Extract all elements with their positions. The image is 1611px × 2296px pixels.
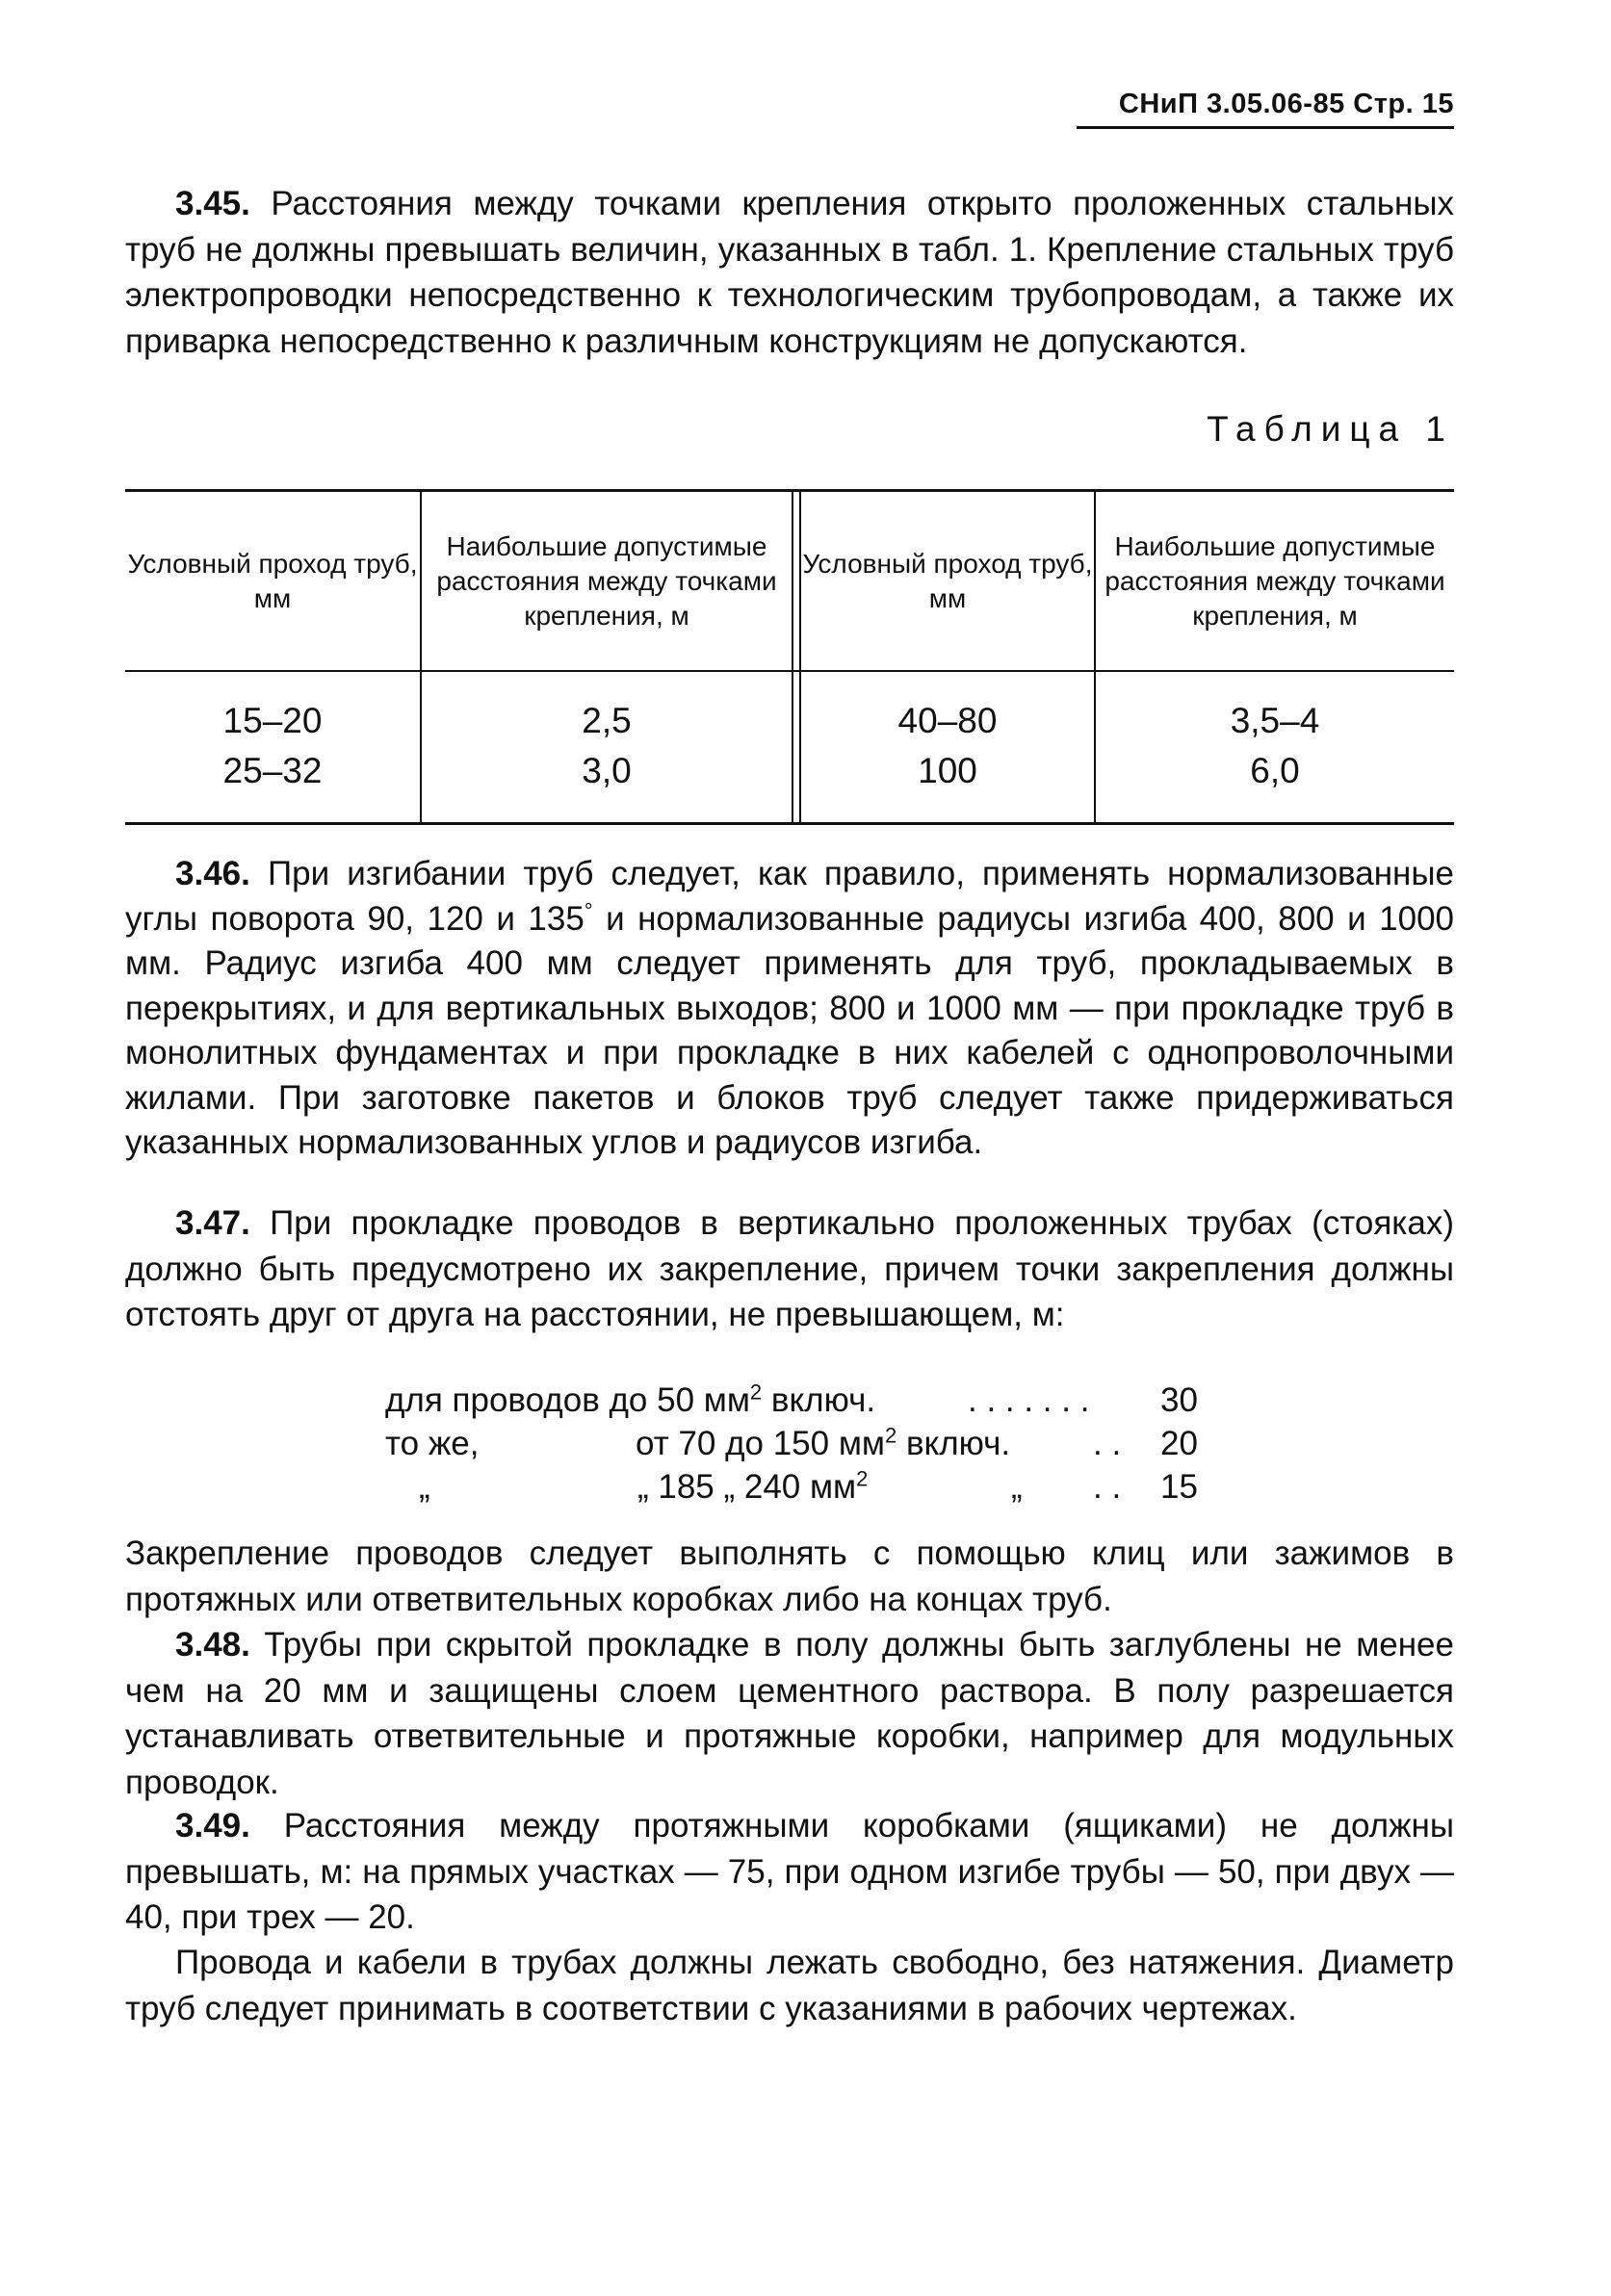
list-item-range: от 70 до 150 $мм^2$ включ. (636, 1423, 1011, 1462)
table-header-cell: Условный проход труб, мм (127, 549, 418, 613)
paragraph-closing (125, 1940, 1454, 2031)
clause-number: 3.48. (175, 1626, 250, 1664)
table-bottom-rule (125, 822, 1454, 825)
table-column (422, 696, 792, 796)
clause-text: Расстояния между протяжными коробками (ящиками) не должны превышать, м: на прямых участках — 75, при одном изгибе трубы — 50, при двух — 40, при трех — 20. (125, 1807, 1454, 1936)
leader-dots: . . (1093, 1425, 1122, 1462)
paragraph-3-47 (125, 1200, 1454, 1338)
table-header-cell: Наибольшие допустимые расстояния между точками крепления, м (436, 531, 777, 631)
leader-dots: . . (1093, 1468, 1122, 1506)
clause-text: и нормализованные радиусы изгиба 400, 800 и 1000 мм. Радиус изгиба 400 мм следует применять для труб, прокладываемых в перекрытиях, и для вертикальных выходов; 800 и 1000 мм — при прокладке труб в монолитных фундаментах и при прокладке в них кабелей с однопроволочными жилами. При заготовке пакетов и блоков труб следует также придерживаться указанных нормализованных углов и радиусов изгиба. (125, 899, 1454, 1161)
clause-number: 3.45. (175, 185, 250, 222)
table-cell: 25–32 (222, 751, 323, 790)
paragraph-3-48 (125, 1622, 1454, 1805)
list-item-range: „ 185 „ 240 $мм^2$ (637, 1466, 869, 1506)
table-header-cell: Наибольшие допустимые расстояния между точками крепления, м (1104, 531, 1445, 631)
table-cell: 3,0 (582, 751, 632, 790)
table-header-rule (125, 670, 1454, 672)
clause-text: При прокладке проводов в вертикально проложенных трубах (стояках) должно быть предусмотрено их закрепление, причем точки закрепления должны отстоять друг от друга на расстоянии, не превышающем, м: (125, 1204, 1454, 1333)
list-item (0, 1379, 1611, 1422)
list-item-value: 20 (1160, 1425, 1198, 1462)
paragraph-3-45 (125, 181, 1454, 364)
clause-number: 3.47. (175, 1204, 250, 1242)
paragraph-3-47-continuation (125, 1531, 1454, 1622)
table-column-divider (792, 491, 793, 822)
table-column (125, 696, 420, 796)
table-top-rule (125, 489, 1454, 492)
degree-sign: ° (584, 897, 593, 922)
list-item (0, 1465, 1611, 1509)
table-column (801, 696, 1094, 796)
clause-text: Трубы при скрытой прокладке в полу должны быть заглублены не менее чем на 20 мм и защищены слоем цементного раствора. В полу разрешается устанавливать ответвительные и протяжные коробки, например для модульных проводок. (125, 1626, 1454, 1801)
leader-dots: . . . . . . . (968, 1381, 1090, 1419)
list-item-label: для проводов до 50 $мм^2$ включ. (385, 1380, 876, 1419)
table-cell: 15–20 (222, 701, 323, 740)
clause-text: Расстояния между точками крепления открыто проложенных стальных труб не должны превышать величин, указанных в табл. 1. Крепление стальных труб электропроводки непосредственно к технологическим трубопроводам, а также их приварка непосредственно к различным конструкциям не допускаются. (125, 185, 1454, 360)
list-item-value: 30 (1160, 1381, 1198, 1419)
clause-number: 3.46. (175, 855, 250, 892)
table-cell: 100 (918, 751, 977, 790)
page-header (1077, 89, 1454, 129)
paragraph-3-49 (125, 1803, 1454, 1941)
clause-text: Провода и кабели в трубах должны лежать свободно, без натяжения. Диаметр труб следует принимать в соответствии с указаниями в рабочих чертежах. (125, 1944, 1454, 2027)
table-caption: Таблица 1 (1207, 409, 1454, 449)
table-cell: 6,0 (1250, 751, 1300, 790)
paragraph-3-46 (125, 852, 1454, 1166)
clause-number: 3.49. (175, 1807, 250, 1845)
list-item-label: то же, (385, 1425, 480, 1462)
clause-text: Закрепление проводов следует выполнять с помощью клиц или зажимов в протяжных или ответвительных коробках либо на концах труб. (125, 1535, 1454, 1618)
list-item (0, 1422, 1611, 1465)
table-column (1096, 696, 1454, 796)
table-cell: 40–80 (897, 701, 998, 740)
table-cell: 2,5 (582, 701, 632, 740)
list-item-value: 15 (1160, 1468, 1198, 1506)
ditto-mark: „ (419, 1468, 430, 1506)
table-cell: 3,5–4 (1230, 701, 1320, 740)
table-header-cell: Условный проход труб, мм (802, 549, 1093, 613)
document-reference: СНиП 3.05.06-85 Стр. 15 (1118, 89, 1454, 119)
clause-text: При изгибании труб следует, как правило, применять нормализованные углы поворота 90, 120 и 135 (125, 855, 1454, 938)
ditto-mark: „ (1011, 1468, 1023, 1506)
